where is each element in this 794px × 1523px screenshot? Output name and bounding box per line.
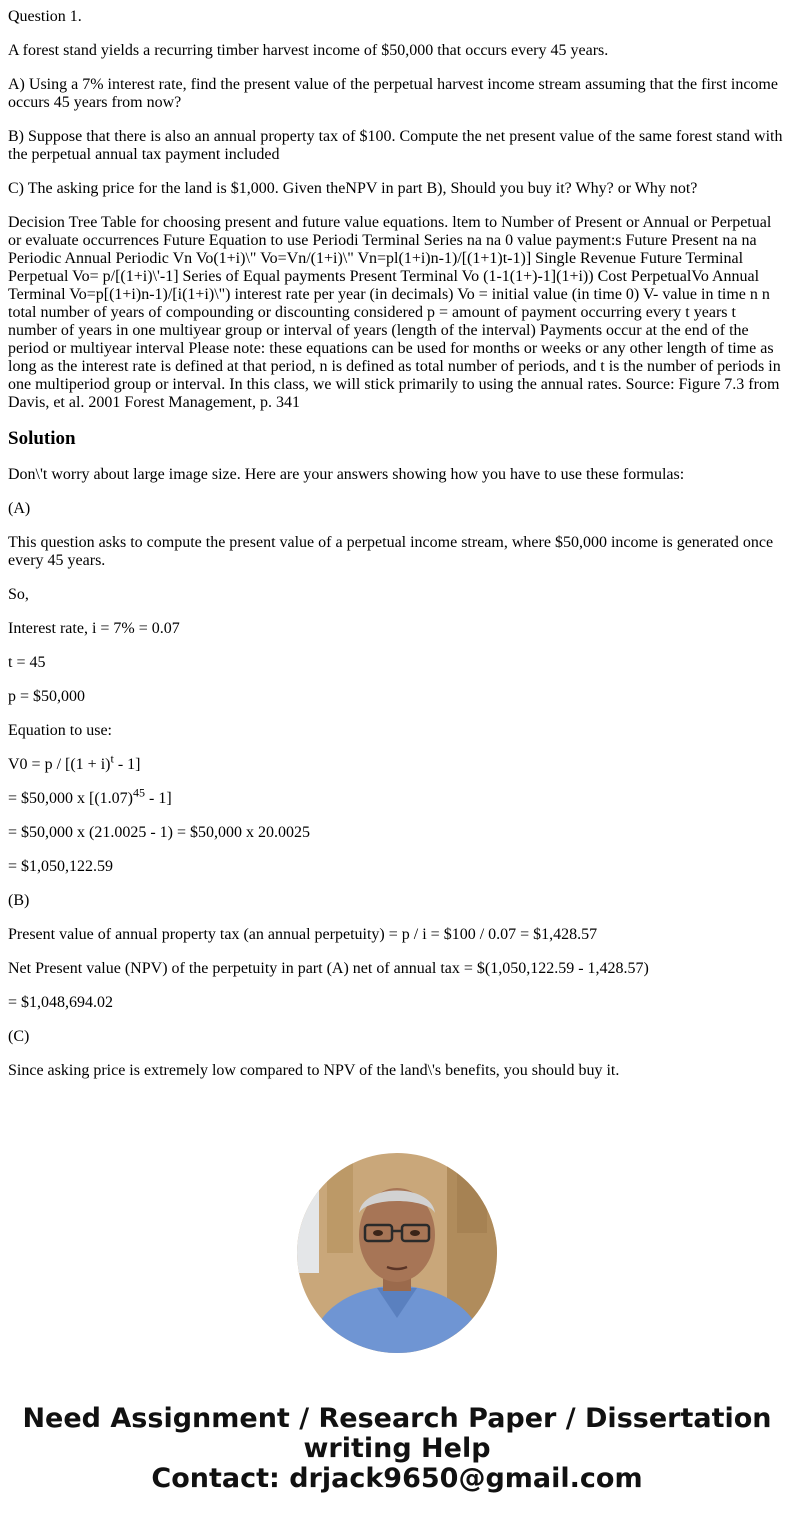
- part-b-tax-pv: Present value of annual property tax (an annual perpetuity) = p / i = $100 / 0.07 = $1,428.57: [8, 926, 598, 943]
- footer-line-1: Need Assignment / Research Paper / Dissertation: [22, 1403, 772, 1434]
- author-photo: [297, 1153, 497, 1353]
- solution-intro: Don\'t worry about large image size. Here are your answers showing how you have to use these formulas:: [8, 466, 685, 483]
- so-text: So,: [8, 586, 29, 603]
- part-b-npv: Net Present value (NPV) of the perpetuity in part (A) net of annual tax = $(1,050,122.59 - 1,428.57): [8, 960, 649, 977]
- footer-banner: [0, 1404, 794, 1494]
- equation-step-1: = $50,000 x $[(1.07)^{45} - 1]$: [8, 785, 172, 807]
- question-part-c: C) The asking price for the land is $1,000. Given theNPV in part B), Should you buy it? Why? or Why not?: [8, 180, 698, 197]
- equation-label: Equation to use:: [8, 722, 112, 739]
- question-intro: A forest stand yields a recurring timber harvest income of $50,000 that occurs every 45 years.: [8, 42, 609, 59]
- equation-result-a: = $1,050,122.59: [8, 858, 114, 875]
- part-a-label: (A): [8, 500, 31, 517]
- part-b-result: = $1,048,694.02: [8, 994, 114, 1011]
- t-value: t = 45: [8, 654, 46, 671]
- decision-tree-table-text: Decision Tree Table for choosing present and future value equations. ltem to Number of Present or Annual or Perpetual or evaluate occurrences Future Equation to use Periodi Terminal Series na na 0 value payment:s Future Present na na Periodic Annual Periodic Vn Vo(1+i)\" Vo=Vn/(1+i)\" Vn=pl(1+i)n-1)/[(1+1)t-1)] Single Revenue Future Terminal Perpetual Vo= p/[(1+i)\'-1] Series of Equal payments Present Terminal Vo (1-1(1+)-1](1+i)) Cost PerpetualVo Annual Terminal Vo=p[(1+i)n-1)/[i(1+i)\") interest rate per year (in decimals) Vo = initial value (in time 0) V- value in time n n total number of years of compounding or discounting considered p = amount of payment occurring every t years t number of years in one multiyear group or interval of years (length of the interval) Payments occur at the end of the period or multiyear interval Please note: these equations can be used for months or weeks or any other length of time as long as the interest rate is defined at that period, n is defined as total number of periods, and t is the number of periods in one multiperiod group or interval. In this class, we will stick primarily to using the annual rates. Source: Figure 7.3 from Davis, et al. 2001 Forest Management, p. 341: [8, 214, 781, 411]
- question-part-b: B) Suppose that there is also an annual property tax of $100. Compute the net present value of the same forest stand with the perpetual annual tax payment included: [8, 128, 783, 163]
- part-c-answer: Since asking price is extremely low compared to NPV of the land\'s benefits, you should buy it.: [8, 1062, 620, 1079]
- part-c-label: (C): [8, 1028, 30, 1045]
- p-value: p = $50,000: [8, 688, 86, 705]
- part-a-description: This question asks to compute the present value of a perpetual income stream, where $50,000 income is generated once every 45 years.: [8, 534, 774, 569]
- portrait-image: [297, 1153, 497, 1353]
- footer-contact: Contact: drjack9650@gmail.com: [151, 1463, 643, 1494]
- question-part-a: A) Using a 7% interest rate, find the present value of the perpetual harvest income stream assuming that the first income occurs 45 years from now?: [8, 76, 778, 111]
- interest-rate: Interest rate, i = 7% = 0.07: [8, 620, 180, 637]
- question-title: Question 1.: [8, 8, 82, 25]
- solution-heading: Solution: [8, 428, 76, 449]
- equation-formula: $V0 = p / [(1 + i)^t - 1]$: [8, 751, 141, 773]
- part-b-label: (B): [8, 892, 30, 909]
- equation-step-2: = $50,000 x (21.0025 - 1) = $50,000 x 20.0025: [8, 824, 311, 841]
- footer-line-2: writing Help: [303, 1433, 491, 1464]
